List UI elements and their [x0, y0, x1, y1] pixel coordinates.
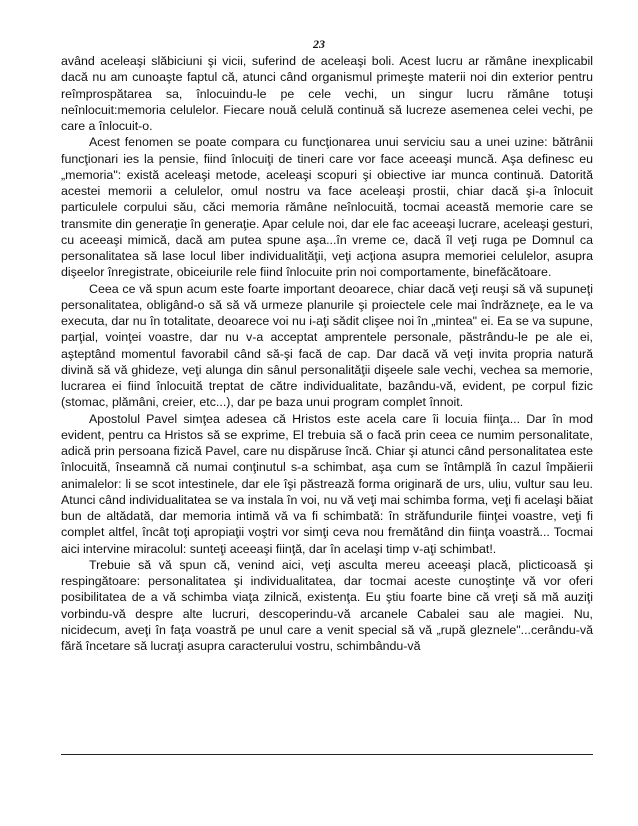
paragraph-continuation: având aceleaşi slăbiciuni şi vicii, suferind de aceleaşi boli. Acest lucru ar rămâne inexplicabil dacă nu am cunoaşte faptul că, atunci când organismul primeşte materii noi din exterior pentru reîmprospătarea sa, înlocuindu-le pe cele vechi, un singur lucru rămâne totuşi neînlocuit:memoria celulelor. Fiecare nouă celulă continuă să lucreze asemenea celei vechi, pe care a înlocuit-o.: [61, 54, 593, 133]
paragraph-same-record: Trebuie să vă spun că, venind aici, veţi asculta mereu aceeaşi placă, plicticoasă şi respingătoare: personalitatea şi individualitatea, dar tocmai aceste cunoştinţe vă vor oferi posibilitatea de a vă schimba viaţa zilnică, existenţa. Eu ştiu foarte bine că vreţi să mă auziţi vorbindu-vă despre alte lucruri, descoperindu-vă arcanele Cabalei sau ale magiei. Nu, nicidecum, aveţi în faţa voastră pe unul care a venit special să vă „rupă gleznele"...cerându-vă fără încetare să lucraţi asupra caracterului vostru, schimbându-vă: [61, 557, 593, 653]
paragraph-service-analogy: Acest fenomen se poate compara cu funcţionarea unui serviciu sau a unei uzine: bătrânii funcţionari ies la pensie, fiind înlocuiţi de tineri care vor face aceeaşi muncă. Aşa definesc eu „memoria": există aceleaşi metode, aceleaşi scopuri şi obiective iar munca continuă. Datorită acestei memorii a celulelor, omul nostru va face aceleaşi prostii, chiar dacă şi-a înlocuit particulele corpului său, căci memoria rămâne neînlocuită, tocmai această memorie care se transmite din generaţie în generaţie. Apar celule noi, dar ele fac aceeaşi lucrare, aceleaşi gesturi, cu aceeaşi mimică, dacă am putea spune aşa...în vreme ce, dacă îl veţi ruga pe Domnul ca personalitatea să lase locul liber individualităţii, veţi acţiona asupra memoriei celulelor, asupra dişeelor înregistrate, obiceiurile rele fiind înlocuite prin noi comportamente, binefăcătoare.: [61, 135, 593, 280]
paragraph-personality-submission: Ceea ce vă spun acum este foarte important deoarece, chiar dacă veţi reuşi să vă supuneţi personalitatea, obligând-o să să vă urmeze planurile şi proiectele cele mai îndrăzneţe, ea le va executa, dar nu în totalitate, deoarece voi nu i-aţi sădit clişee noi în „mintea" ei. Ea se va supune, parţial, voinţei voastre, dar nu v-a acceptat amprentele personale, păstrându-le pe ale ei, aşteptând momentul favorabil când să-şi facă de cap. Dar dacă vă veţi invita propria natură divină să vă ghideze, veţi alunga din sânul personalităţii dişeele sale vechi, vechea sa memorie, lucrarea ei fiind înlocuită treptat de către individualitate, bazându-vă, evident, pe corpul fizic (stomac, plămâni, creier, etc...), dar pe baza unui program complet înnoit.: [61, 281, 593, 410]
text-body: [61, 53, 593, 654]
page-number: 23: [313, 37, 325, 51]
footer-divider: [61, 754, 593, 755]
paragraph-apostle-pavel: Apostolul Pavel simţea adesea că Hristos este acela care îi locuia fiinţa... Dar în mod evident, pentru ca Hristos să se exprime, El trebuia să o facă prin ceea ce numim personalitate, adică prin persoana fizică Pavel, care nu dispăruse încă. Chiar şi atunci când personalitatea este înlocuită, înseamnă că numai conţinutul s-a schimbat, aşa cum se întâmplă în cazul împăierii animalelor: li se scot intestinele, dar ele îşi păstrează forma originară de urs, uliu, vultur sau leu. Atunci când individualitatea se va instala în voi, nu vă veţi mai schimba forma, veţi fi acelaşi băiat bun de altădată, dar memoria intimă vă va fi schimbată: în străfundurile fiinţei voastre, veţi fi complet altfel, încât toţi apropiaţii voştri vor simţi ceva nou fremătând din fiinţa voastră... Tocmai aici intervine miracolul: sunteţi aceeaşi fiinţă, dar în acelaşi timp v-aţi schimbat!.: [61, 411, 593, 556]
